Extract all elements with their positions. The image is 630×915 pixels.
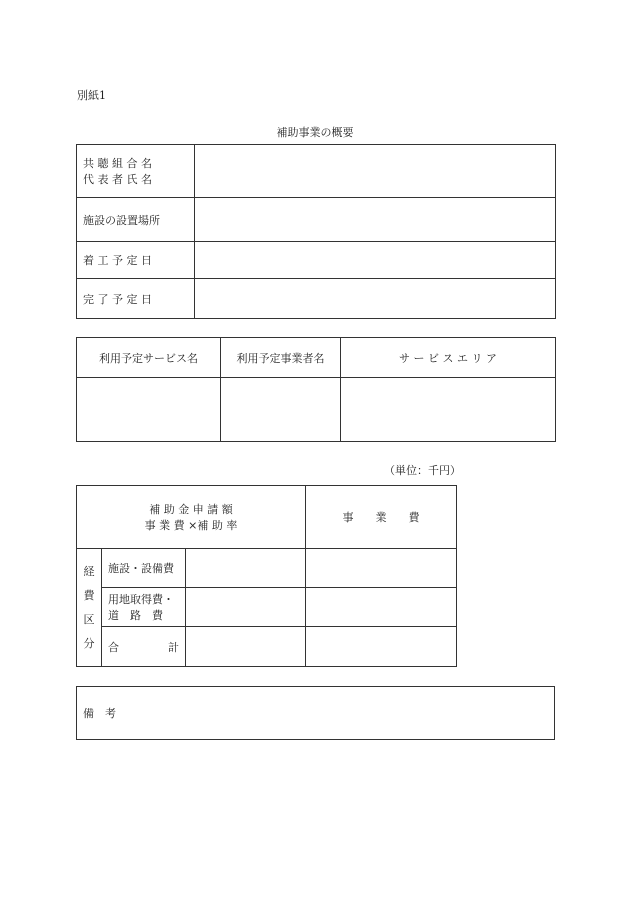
table-row	[77, 145, 556, 198]
total-subsidy[interactable]	[186, 627, 306, 667]
unit-note: （単位：千円）	[384, 464, 461, 477]
completion-date-label: 完 了 予 定 日	[77, 279, 195, 319]
table-row	[77, 198, 556, 242]
union-representative-value[interactable]	[195, 145, 556, 198]
union-name-label: 共 聴 組 合 名	[83, 157, 152, 170]
remarks-cell[interactable]	[77, 687, 555, 740]
land-acquisition-label: 用地取得費・	[108, 593, 174, 606]
land-road-label	[102, 588, 186, 627]
table-row	[77, 627, 457, 667]
table-row	[77, 687, 555, 740]
table-row	[77, 242, 556, 279]
service-area-value[interactable]	[341, 378, 556, 442]
total-label-b: 計	[168, 640, 179, 654]
provider-name-value[interactable]	[221, 378, 341, 442]
table-row	[77, 338, 556, 378]
total-label-a: 合	[108, 640, 119, 654]
start-date-value[interactable]	[195, 242, 556, 279]
service-name-header: 利用予定サービス名	[77, 338, 221, 378]
total-label	[102, 627, 186, 667]
table-row	[77, 486, 457, 549]
representative-name-label: 代 表 者 氏 名	[83, 173, 152, 186]
installation-site-label: 施設の設置場所	[77, 198, 195, 242]
facility-equipment-subsidy[interactable]	[186, 549, 306, 588]
expense-category-label	[77, 549, 102, 667]
service-area-header: サ ー ビ ス エ リ ア	[341, 338, 556, 378]
cost-table	[76, 485, 457, 667]
category-char: 費	[83, 588, 95, 602]
road-cost-label: 道 路 費	[108, 609, 163, 622]
completion-date-value[interactable]	[195, 279, 556, 319]
page-title: 補助事業の概要	[276, 126, 354, 139]
table-row	[77, 279, 556, 319]
attachment-label: 別紙1	[77, 89, 106, 102]
service-name-value[interactable]	[77, 378, 221, 442]
category-char: 分	[83, 636, 95, 650]
subsidy-request-label: 補 助 金 申 請 額	[149, 503, 233, 516]
provider-name-header: 利用予定事業者名	[221, 338, 341, 378]
label-cell	[77, 145, 195, 198]
installation-site-value[interactable]	[195, 198, 556, 242]
land-road-cost[interactable]	[306, 588, 457, 627]
remarks-table	[76, 686, 555, 740]
cost-times-rate-label: 事 業 費 ×補 助 率	[144, 519, 238, 532]
table-row	[77, 588, 457, 627]
land-road-subsidy[interactable]	[186, 588, 306, 627]
facility-equipment-label: 施設・設備費	[102, 549, 186, 588]
category-char: 経	[83, 564, 95, 578]
total-cost[interactable]	[306, 627, 457, 667]
subsidy-request-header	[77, 486, 306, 549]
project-cost-header: 事 業 費	[306, 486, 457, 549]
remarks-label: 備 考	[83, 707, 116, 720]
table-row	[77, 378, 556, 442]
facility-equipment-cost[interactable]	[306, 549, 457, 588]
table-row	[77, 549, 457, 588]
overview-table	[76, 144, 556, 319]
start-date-label: 着 工 予 定 日	[77, 242, 195, 279]
category-char: 区	[83, 612, 95, 626]
service-table	[76, 337, 556, 442]
